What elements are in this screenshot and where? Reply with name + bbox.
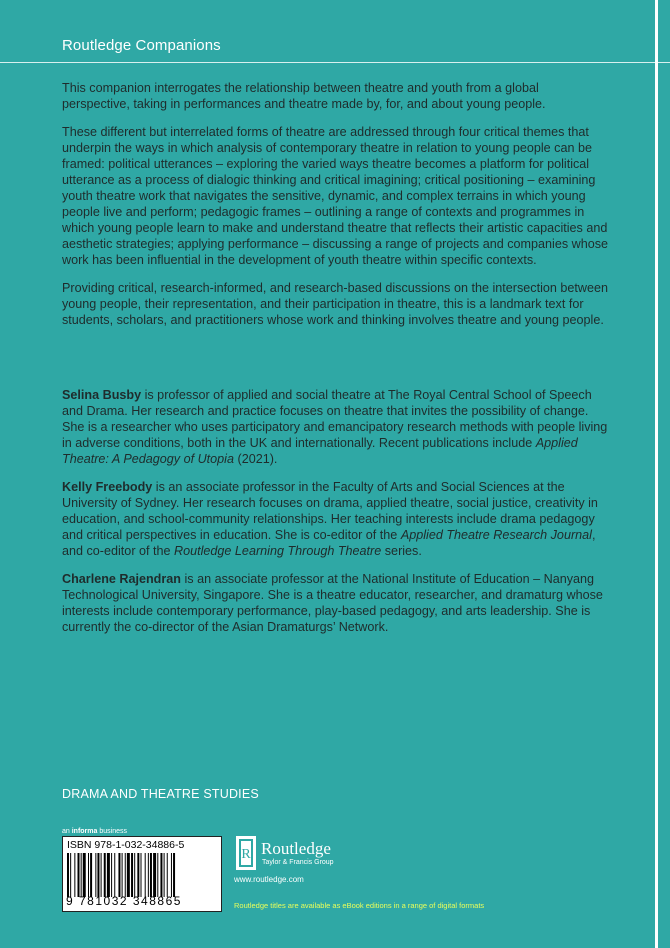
bio-name: Selina Busby <box>62 388 142 402</box>
barcode-bars <box>67 853 217 897</box>
barcode-number: 9 781032 348865 <box>66 894 182 908</box>
editor-bios <box>62 387 610 647</box>
series-title: Routledge Companions <box>62 37 221 54</box>
bio-selina-busby: Selina Busby is professor of applied and social theatre at The Royal Central School of Speech and Drama. Her research and practice focuses on theatre that invites the possibility of change. She is a researcher who uses participatory and emancipatory research methods with people living in adverse conditions, both in the UK and internationally. Recent publications include Applied Theatre: A Pedagogy of Utopia (2021). <box>62 388 608 466</box>
book-description <box>62 80 610 340</box>
bio-kelly-freebody: Kelly Freebody is an associate professor in the Faculty of Arts and Social Sciences at the University of Sydney. Her research focuses on drama, applied theatre, social justice, creativity in education, and school-community relationships. Her teaching interests include drama pedagogy and critical perspectives in education. She is co-editor of the Applied Theatre Research Journal, and co-editor of the Routledge Learning Through Theatre series. <box>62 480 598 558</box>
bio-charlene-rajendran: Charlene Rajendran is an associate professor at the National Institute of Education – Nanyang Technological University, Singapore. She is a theatre educator, researcher, and dramaturg whose interests include contemporary performance, play-based pedagogy, and arts leadership. She is currently the co-director of the Asian Dramaturgs’ Network. <box>62 572 603 634</box>
bio-name: Charlene Rajendran <box>62 572 181 586</box>
ebook-note: Routledge titles are available as eBook editions in a range of digital formats <box>234 901 485 910</box>
isbn-text: ISBN 978-1-032-34886-5 <box>67 839 185 851</box>
description-paragraph-3: Providing critical, research-informed, and research-based discussions on the intersection between young people, their representation, and their participation in theatre, this is a landmark text for students, scholars, and practitioners whose work and thinking involves theatre and young people. <box>62 281 609 327</box>
subject-category: DRAMA AND THEATRE STUDIES <box>62 787 259 801</box>
right-edge-rule <box>655 0 658 948</box>
routledge-logo-icon <box>236 836 256 870</box>
publisher-url: www.routledge.com <box>234 875 304 884</box>
publisher-tagline: Taylor & Francis Group <box>262 859 334 866</box>
publisher-name: Routledge <box>261 839 331 858</box>
isbn-barcode <box>62 836 222 912</box>
series-header <box>0 0 670 63</box>
description-paragraph-2: These different but interrelated forms of theatre are addressed through four critical themes that underpin the ways in which analysis of contemporary theatre in relation to young people can be framed: political utterances – exploring the varied ways theatre becomes a platform for political utterance as a process of dialogic thinking and critical imagining; critical positioning – examining youth theatre work that navigates the sensitive, dynamic, and complex terrains in which young people live and perform; pedagogic frames – outlining a range of contexts and programmes in which young people learn to make and understand theatre that reflects their artistic capacities and aesthetic strategies; applying performance – discussing a range of projects and companies whose work has been influential in the development of youth theatre within specific contexts. <box>62 125 609 267</box>
svg-text:R: R <box>241 847 251 862</box>
description-paragraph-1: This companion interrogates the relationship between theatre and youth from a global perspective, taking in performances and theatre made by, for, and about young people. <box>62 81 546 111</box>
informa-business-line: an informa business <box>62 828 127 835</box>
bio-name: Kelly Freebody <box>62 480 153 494</box>
